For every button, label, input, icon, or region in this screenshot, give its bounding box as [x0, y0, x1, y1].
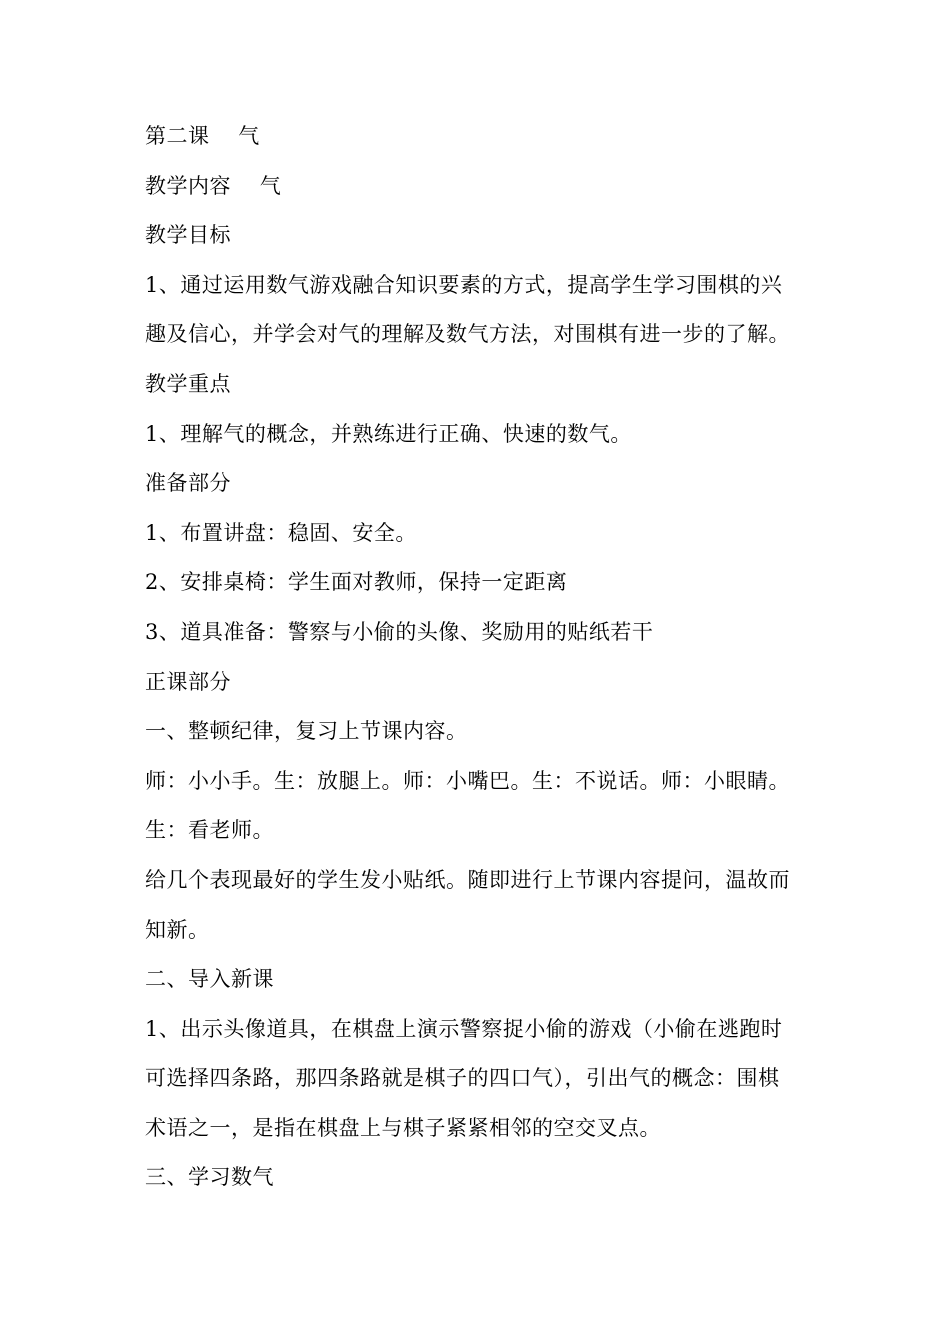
- paragraph-line: 知新。: [145, 917, 210, 942]
- section-heading-key-points: 教学重点: [145, 371, 231, 396]
- lesson-step-heading: 三、学习数气: [145, 1165, 274, 1190]
- paragraph-line: 1、出示头像道具，在棋盘上演示警察捉小偷的游戏（小偷在逃跑时: [145, 1016, 783, 1041]
- objective-line: 1、通过运用数气游戏融合知识要素的方式，提高学生学习围棋的兴: [145, 272, 783, 297]
- preparation-item: 3、道具准备：警察与小偷的头像、奖励用的贴纸若干: [145, 619, 654, 644]
- teaching-content: 教学内容 气: [145, 173, 282, 198]
- paragraph-line: 术语之一，是指在棋盘上与棋子紧紧相邻的空交叉点。: [145, 1115, 661, 1140]
- document-body: [145, 112, 815, 1203]
- preparation-item: 2、安排桌椅：学生面对教师，保持一定距离: [145, 570, 568, 595]
- lesson-step-heading: 一、整顿纪律，复习上节课内容。: [145, 719, 468, 744]
- paragraph-line: 师：小小手。生：放腿上。师：小嘴巴。生：不说话。师：小眼睛。: [145, 768, 790, 793]
- paragraph-line: 生：看老师。: [145, 818, 274, 843]
- lesson-title: 第二课 气: [145, 124, 260, 148]
- section-heading-main-lesson: 正课部分: [145, 669, 231, 694]
- key-point-line: 1、理解气的概念，并熟练进行正确、快速的数气。: [145, 421, 632, 446]
- section-heading-objectives: 教学目标: [145, 223, 231, 248]
- paragraph-line: 可选择四条路，那四条路就是棋子的四口气），引出气的概念：围棋: [145, 1066, 780, 1091]
- section-heading-preparation: 准备部分: [145, 471, 231, 496]
- lesson-step-heading: 二、导入新课: [145, 967, 274, 992]
- paragraph-line: 给几个表现最好的学生发小贴纸。随即进行上节课内容提问，温故而: [145, 867, 790, 892]
- preparation-item: 1、布置讲盘：稳固、安全。: [145, 520, 417, 545]
- objective-line: 趣及信心，并学会对气的理解及数气方法，对围棋有进一步的了解。: [145, 322, 790, 347]
